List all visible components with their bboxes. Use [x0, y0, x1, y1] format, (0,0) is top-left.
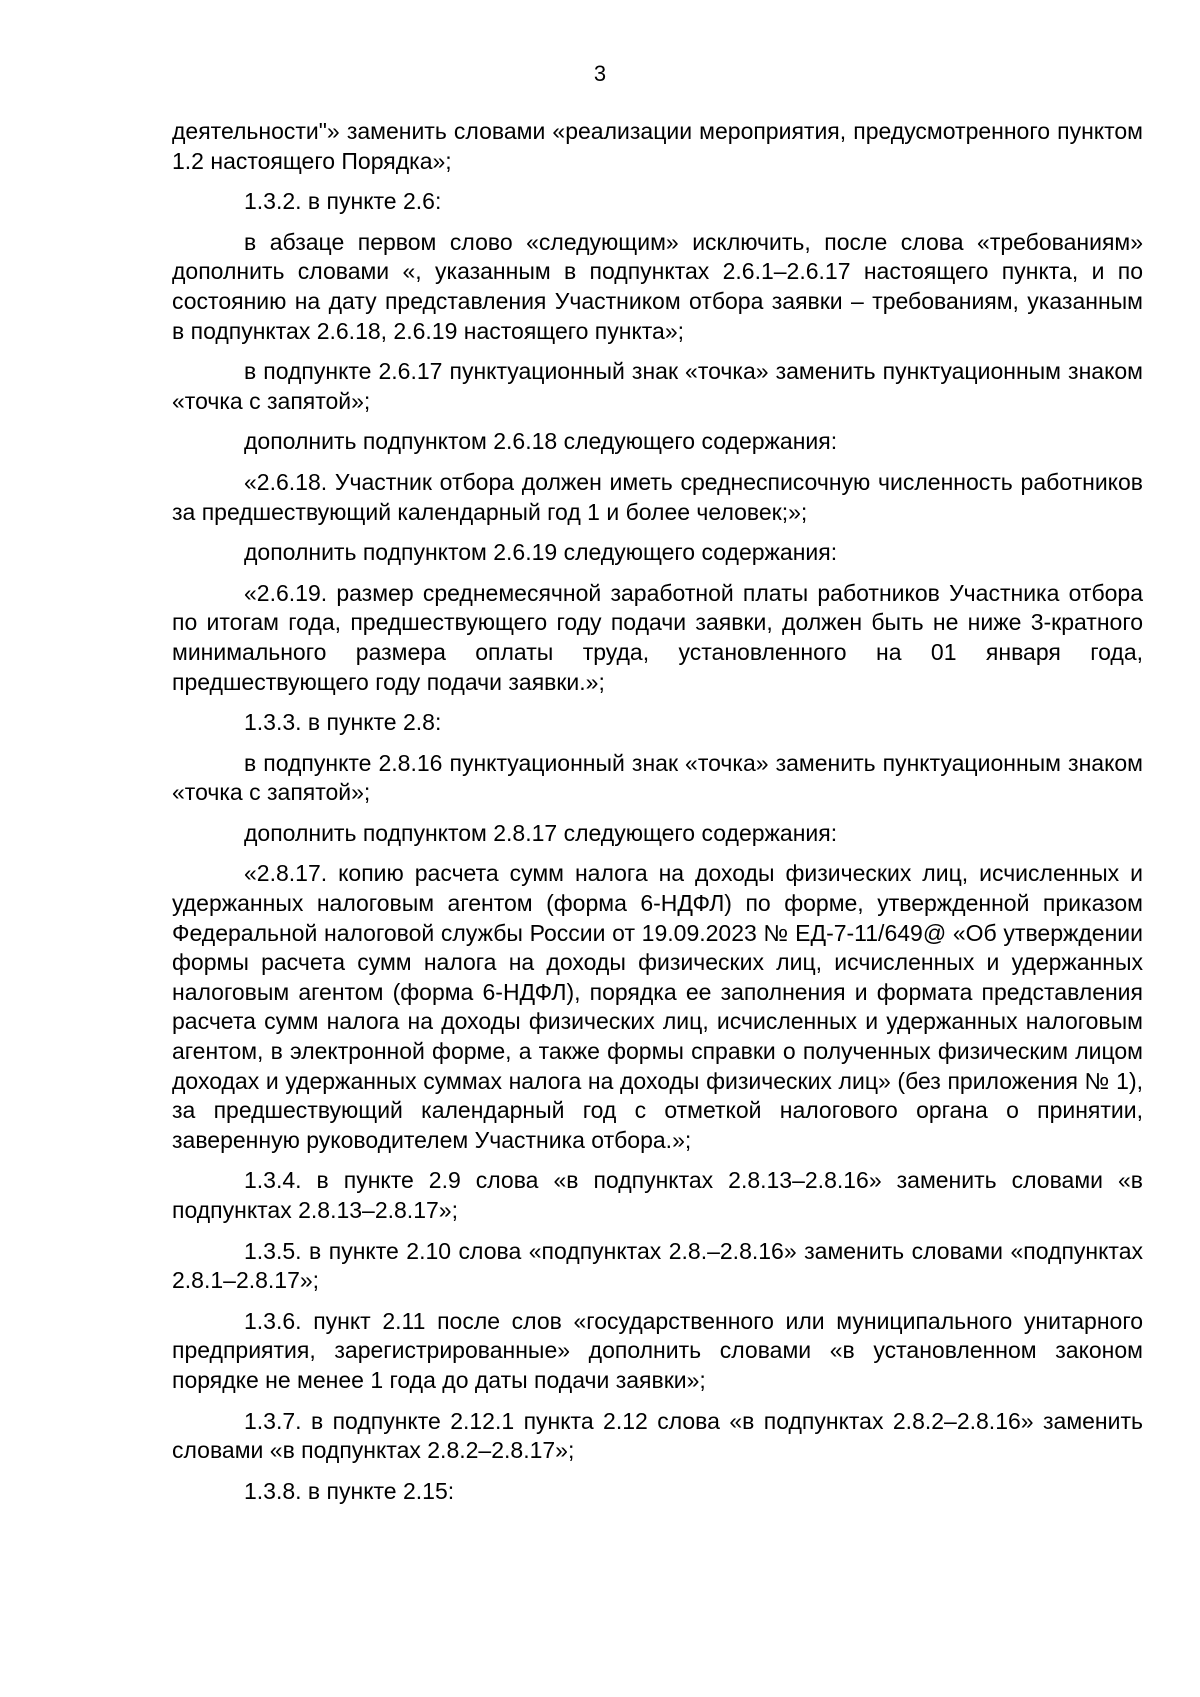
paragraph: «2.6.18. Участник отбора должен иметь среднесписочную численность работников за предшествующий календарный год 1 и более человек;»;	[172, 468, 1143, 525]
paragraph: в подпункте 2.6.17 пунктуационный знак «точка» заменить пунктуационным знаком «точка с запятой»;	[172, 358, 1143, 414]
paragraph: 1.3.8. в пункте 2.15:	[244, 1477, 455, 1504]
paragraph: в абзаце первом слово «следующим» исключить, после слова «требованиям» дополнить словами «, указанным в подпунктах 2.6.1–2.6.17 настоящего пункта, и по состоянию на дату представления Участником отбора заявки – требованиям, указанным в подпунктах 2.6.18, 2.6.19 настоящего пункта»;	[172, 228, 1143, 344]
paragraph: «2.6.19. размер среднемесячной заработной платы работников Участника отбора по итогам года, предшествующего году подачи заявки, должен быть не ниже 3-кратного минимального размера оплаты труда, установленного на 01 января года, предшествующего году подачи заявки.»;	[172, 579, 1143, 695]
paragraph: в подпункте 2.8.16 пунктуационный знак «точка» заменить пунктуационным знаком «точка с запятой»;	[172, 749, 1143, 806]
page-number: 3	[593, 61, 607, 86]
paragraph: 1.3.4. в пункте 2.9 слова «в подпунктах 2.8.13–2.8.16» заменить словами «в подпунктах 2.8.13–2.8.17»;	[172, 1167, 1143, 1223]
paragraph: 1.3.3. в пункте 2.8:	[244, 709, 442, 736]
paragraph: 1.3.5. в пункте 2.10 слова «подпунктах 2.8.–2.8.16» заменить словами «подпунктах 2.8.1–2.8.17»;	[172, 1237, 1143, 1294]
paragraph: деятельности"» заменить словами «реализации мероприятия, предусмотренного пунктом 1.2 настоящего Порядка»;	[172, 118, 1143, 174]
paragraph: 1.3.2. в пункте 2.6:	[244, 188, 442, 215]
paragraph: дополнить подпунктом 2.6.19 следующего содержания:	[244, 539, 838, 566]
paragraph: «2.8.17. копию расчета сумм налога на доходы физических лиц, исчисленных и удержанных налоговым агентом (форма 6-НДФЛ) по форме, утвержденной приказом Федеральной налоговой службы России от 19.09.2023 № ЕД-7-11/649@ «Об утверждении формы расчета сумм налога на доходы физических лиц, исчисленных и удержанных налоговым агентом (форма 6-НДФЛ), порядка ее заполнения и формата представления расчета сумм налога на доходы физических лиц, исчисленных и удержанных налоговым агентом, в электронной форме, а также формы справки о полученных физическим лицом доходах и удержанных суммах налога на доходы физических лиц» (без приложения № 1), за предшествующий календарный год с отметкой налогового органа о принятии, заверенную руководителем Участника отбора.»;	[172, 860, 1143, 1153]
paragraph: 1.3.7. в подпункте 2.12.1 пункта 2.12 слова «в подпунктах 2.8.2–2.8.16» заменить словами «в подпунктах 2.8.2–2.8.17»;	[172, 1407, 1143, 1464]
document-body	[172, 117, 1143, 1517]
paragraph: дополнить подпунктом 2.6.18 следующего содержания:	[244, 428, 838, 455]
paragraph: дополнить подпунктом 2.8.17 следующего содержания:	[244, 819, 838, 846]
paragraph: 1.3.6. пункт 2.11 после слов «государственного или муниципального унитарного предприятия, зарегистрированные» дополнить словами «в установленном законом порядке не менее 1 года до даты подачи заявки»;	[172, 1307, 1143, 1393]
